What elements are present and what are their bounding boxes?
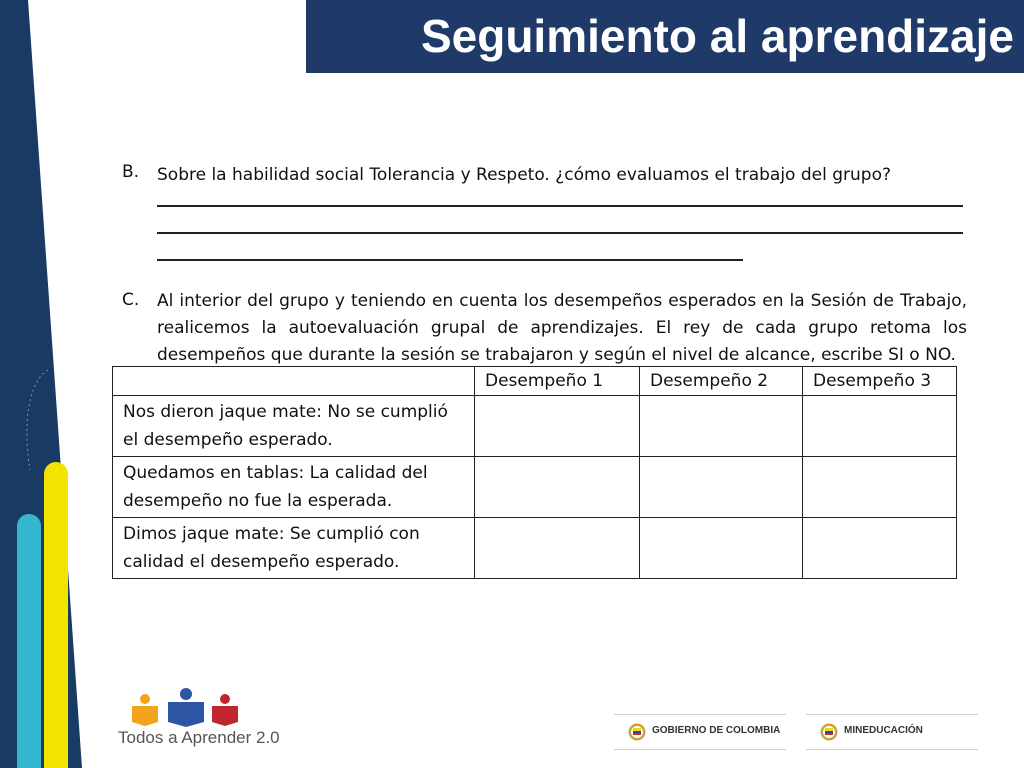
- answer-line: [157, 232, 963, 234]
- item-c-instructions: Al interior del grupo y teniendo en cuenta los desempeños esperados en la Sesión de Trabajo, realicemos la autoevaluación grupal de aprendizajes. El rey de cada grupo retoma los desempeños que durante la sesión se trabajaron y según el nivel de alcance, escribe SI o NO.: [157, 291, 967, 365]
- people-blocks-icon: [118, 688, 258, 728]
- gobierno-de-colombia-logo: [614, 714, 786, 750]
- answer-cell: [803, 396, 957, 457]
- page-title: Seguimiento al aprendizaje: [420, 10, 1014, 62]
- table-header-cell: [113, 367, 475, 396]
- item-b-question: Sobre la habilidad social Tolerancia y Respeto. ¿cómo evaluamos el trabajo del grupo?: [157, 165, 891, 185]
- row-label: Dimos jaque mate: Se cumplió con calidad el desempeño esperado.: [113, 518, 475, 579]
- table-row: [113, 457, 957, 518]
- item-c-letter: C.: [122, 290, 140, 310]
- table-header-cell: Desempeño 2: [640, 367, 803, 396]
- row-label: Quedamos en tablas: La calidad del desempeño no fue la esperada.: [113, 457, 475, 518]
- answer-cell: [640, 457, 803, 518]
- answer-cell: [803, 457, 957, 518]
- table-header-cell: Desempeño 3: [803, 367, 957, 396]
- answer-cell: [640, 396, 803, 457]
- self-evaluation-table: [112, 366, 957, 579]
- answer-cell: [640, 518, 803, 579]
- answer-cell: [803, 518, 957, 579]
- colombia-seal-icon: [820, 723, 838, 741]
- mineducacion-logo: [806, 714, 978, 750]
- table-row: [113, 518, 957, 579]
- row-label: Nos dieron jaque mate: No se cumplió el desempeño esperado.: [113, 396, 475, 457]
- item-b-letter: B.: [122, 162, 140, 182]
- answer-cell: [475, 396, 640, 457]
- answer-line: [157, 205, 963, 207]
- answer-line: [157, 259, 743, 261]
- answer-cell: [475, 518, 640, 579]
- table-header-row: [113, 367, 957, 396]
- todos-a-aprender-logo: [118, 688, 280, 763]
- answer-cell: [475, 457, 640, 518]
- table-row: [113, 396, 957, 457]
- gov-right-label: MINEDUCACIÓN: [844, 725, 923, 736]
- logo-text: Todos a Aprender 2.0: [118, 728, 280, 747]
- gov-left-label: GOBIERNO DE COLOMBIA: [652, 725, 781, 736]
- colombia-seal-icon: [628, 723, 646, 741]
- table-header-cell: Desempeño 1: [475, 367, 640, 396]
